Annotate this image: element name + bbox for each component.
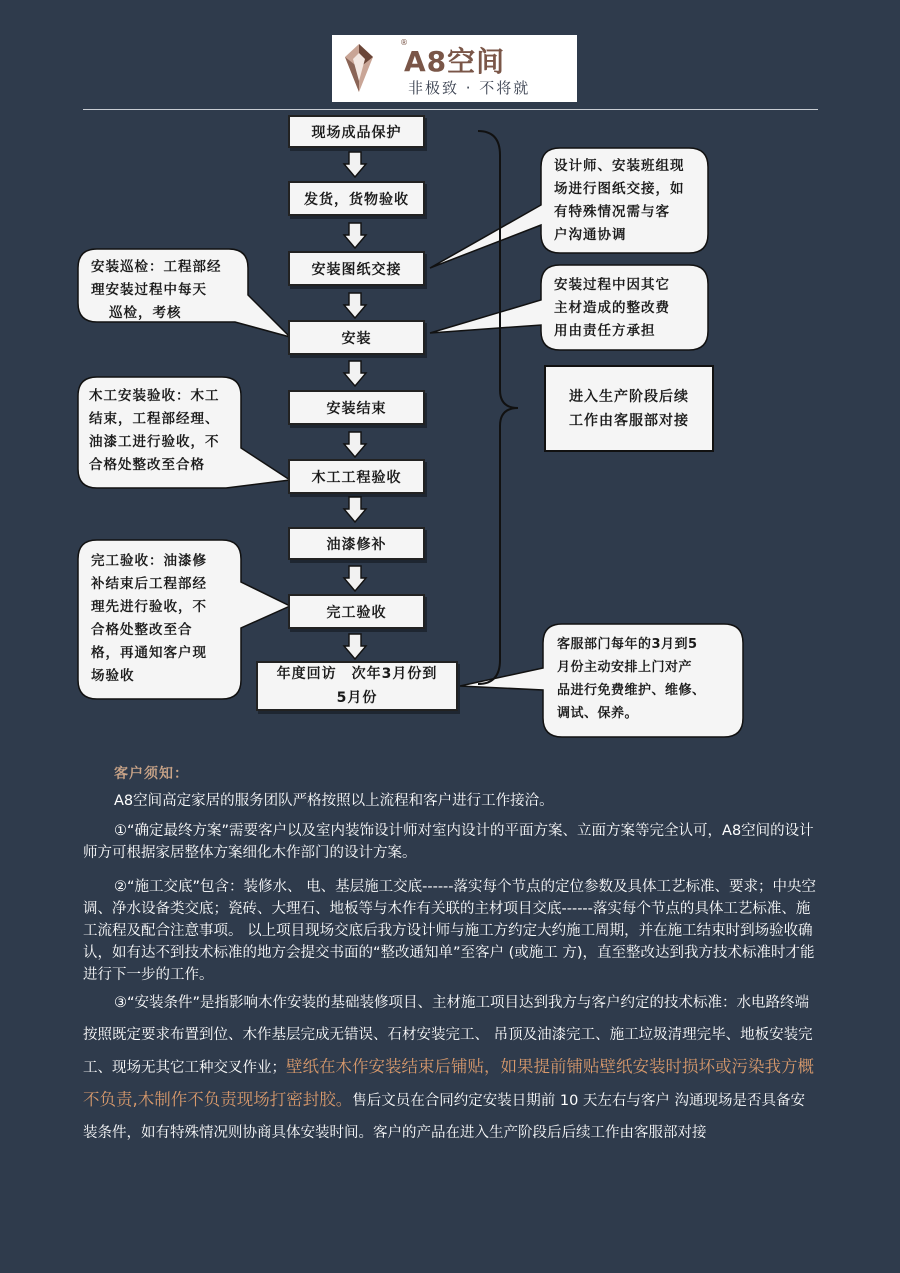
annual-visit-line2: 5月份 (336, 690, 378, 706)
callout-install-inspection: 安装巡检：工程部经 理安装过程中每天 巡检，考核 (91, 259, 222, 321)
down-arrow-icon (344, 223, 366, 248)
callout-drawing-handover: 设计师、安装班组现 场进行图纸交接，如 有特殊情况需与客 户沟通协调 (554, 158, 685, 243)
step-delivery-inspection: 发货，货物验收 (288, 181, 425, 216)
down-arrow-icon (344, 432, 366, 457)
step-drawing-handover: 安装图纸交接 (288, 251, 425, 286)
flow-bracket (478, 131, 518, 684)
step-completion-acceptance: 完工验收 (288, 594, 425, 629)
notes-highlight-wallpaper: 壁纸在木作安装结束后铺贴，如果提前铺贴壁纸安装时损坏或污染我方概不负责,木制作不负责现场打密封胶。 (83, 1057, 814, 1109)
down-arrow-icon (344, 152, 366, 177)
notes-item-final-plan: ①“确定最终方案”需要客户以及室内装饰设计师对室内设计的平面方案、立面方案等完全认可，A8空间的设计师方可根据家居整体方案细化木作部门的设计方案。 (83, 823, 814, 861)
notes-item-installation-conditions: ③“安装条件”是指影响木作安装的基础装修项目、主材施工项目达到我方与客户约定的技术标准：水电路终端按照既定要求布置到位、木作基层完成无错误、石材安装完工、 吊顶及油漆完工、施工垃圾清理完毕、地板安装完工、现场无其它工种交叉作业；壁纸在木作安装结束后铺贴，如果提前铺贴壁纸安装时损坏或污染我方概不负责,木制作不负责现场打密封胶。售后文员在合同约定安装日期前 10 天左右与客户 沟通现场是否具备安装条件，如有特殊情况则协商具体安装时间。客户的产品在进入生产阶段后后续工作由客服部对接 (83, 995, 814, 1141)
down-arrow-icon (344, 566, 366, 591)
callout-rectification-cost: 安装过程中因其它 主材造成的整改费 用由责任方承担 (554, 277, 670, 339)
down-arrow-icon (344, 497, 366, 522)
callout-completion-acceptance: 完工验收：油漆修 补结束后工程部经 理先进行验收，不 合格处整改至合 格，再通知客户现 场验收 (91, 553, 207, 684)
notes-intro: A8空间高定家居的服务团队严格按照以上流程和客户进行工作接洽。 (114, 793, 554, 809)
brand-slogan: 非极致 · 不将就 (408, 79, 531, 97)
down-arrow-icon (344, 634, 366, 659)
callout-woodwork-acceptance: 木工安装验收：木工 结束，工程部经理、 油漆工进行验收，不 合格处整改至合格 (89, 388, 220, 473)
registered-mark: ® (400, 38, 408, 47)
step-woodwork-acceptance: 木工工程验收 (288, 459, 425, 494)
step-installation: 安装 (288, 320, 425, 355)
brand-name: A8空间 (404, 45, 506, 78)
annual-visit-line1: 年度回访 次年3月份到 (276, 666, 438, 682)
step-annual-visit (256, 661, 458, 711)
callout-annual-service: 客服部门每年的3月到5 月份主动安排上门对产 品进行免费维护、维修、 调试、保养。 (557, 637, 706, 721)
step-site-protection: 现场成品保护 (288, 115, 425, 148)
down-arrow-icon (344, 293, 366, 318)
notes-title: 客户须知： (114, 766, 189, 782)
step-installation-finished: 安装结束 (288, 390, 425, 425)
down-arrow-icon (344, 361, 366, 386)
step-paint-touchup: 油漆修补 (288, 527, 425, 560)
notes-item-construction-briefing: ②“施工交底”包含：装修水、 电、基层施工交底------落实每个节点的定位参数及具体工艺标准、要求；中央空调、净水设备类交底；瓷砖、大理石、地板等与木作有关联的主材项目交底------落实每个节点的具体工艺标准、施工流程及配合注意事项。 以上项目现场交底后我方设计师与施工方约定大约施工周期，并在施工结束时到场验收确认，如有达不到技术标准的地方会提交书面的“整改通知单”至客户 (或施工 方)，直至整改达到我方技术标准时才能进行下一步的工作。 (83, 879, 817, 983)
callout-production-handover: 进入生产阶段后续 工作由客服部对接 (544, 365, 714, 452)
